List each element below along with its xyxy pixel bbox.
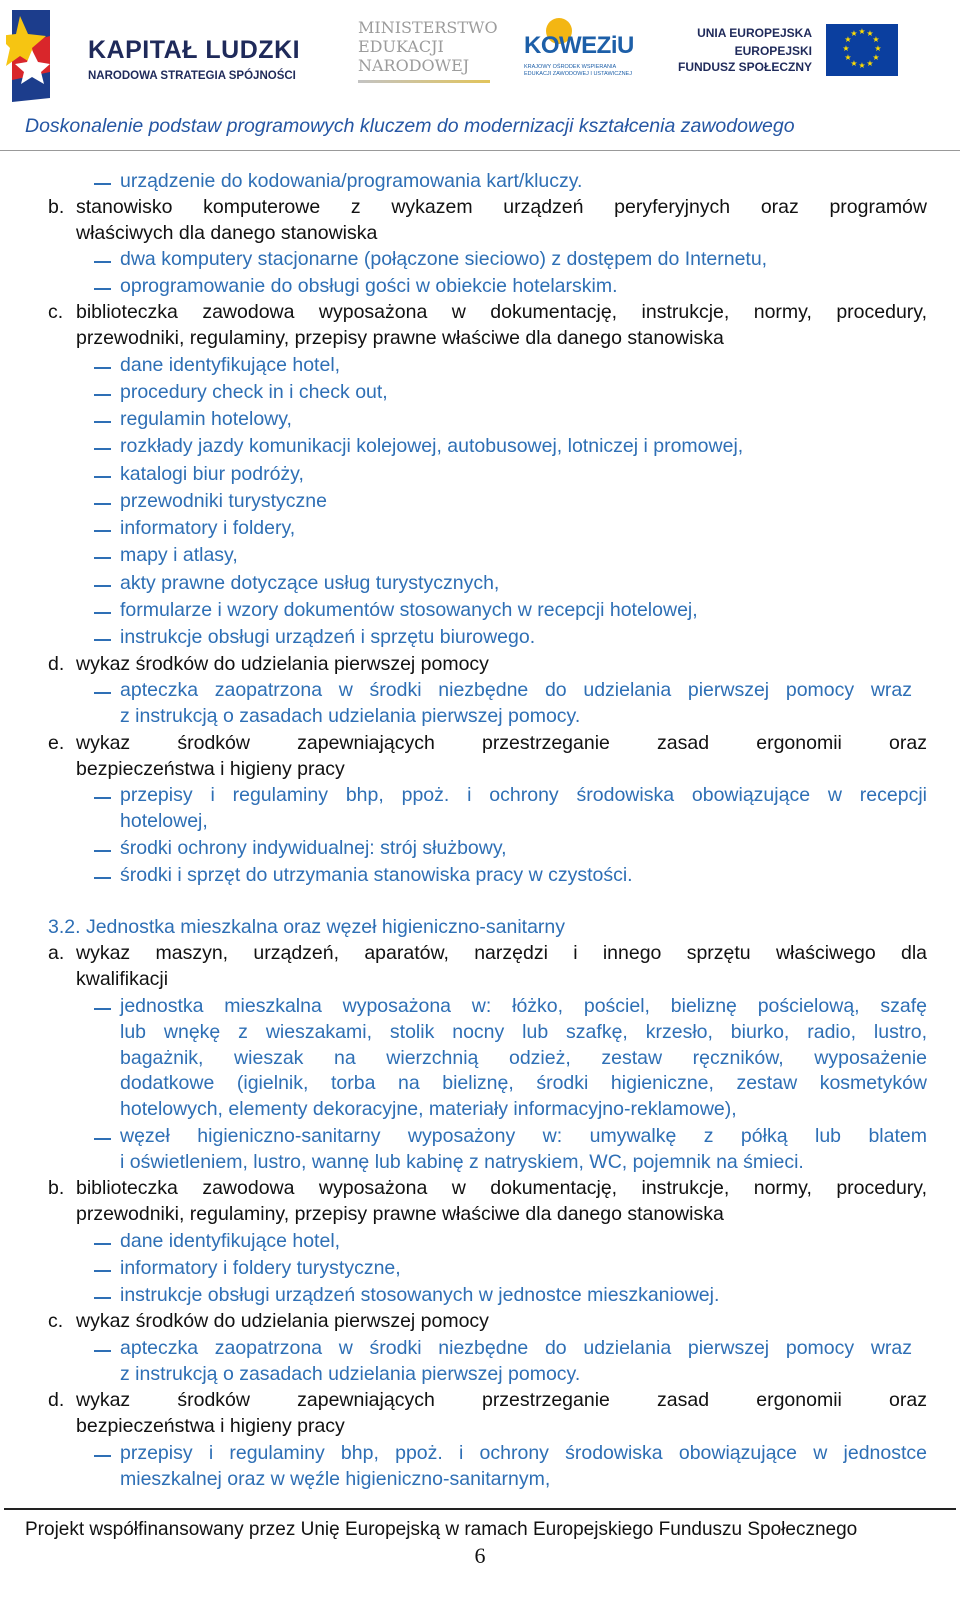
ministry-line-3: NARODOWEJ [358,56,470,75]
list-item-heading: biblioteczka zawodowa wyposażona w dokumentację, instrukcje, normy, procedury, [76,301,927,323]
bullet-item: jednostka mieszkalna wyposażona w: łóżko, pościel, bieliznę pościelową, szafę [120,995,927,1017]
svg-text:★: ★ [858,61,866,70]
list-item-heading-cont: przewodniki, regulaminy, przepisy prawne właściwe dla danego stanowiska [76,1203,724,1225]
bullet-dash [94,183,111,185]
koweziu-sub-line-2: EDUKACJI ZAWODOWEJ I USTAWICZNEJ [524,71,632,77]
list-item-heading: stanowisko komputerowe z wykazem urządzeń peryferyjnych oraz programów [76,196,927,218]
bullet-item: przewodniki turystyczne [120,490,327,512]
list-marker: e. [48,732,65,754]
footer-divider [4,1508,956,1510]
svg-text:★: ★ [858,27,866,36]
eu-line-2: EUROPEJSKI [734,44,812,58]
bullet-dash [94,612,111,614]
bullet-item: akty prawne dotyczące usług turystycznych, [120,572,500,594]
bullet-item: dane identyfikujące hotel, [120,354,341,376]
list-marker: c. [48,301,64,323]
list-item-heading: wykaz środków zapewniających przestrzeganie zasad ergonomii oraz [76,1389,927,1411]
bullet-item: apteczka zaopatrzona w środki niezbędne do udzielania pierwszej pomocy wraz [120,1337,912,1359]
bullet-item: informatory i foldery, [120,517,296,539]
bullet-dash [94,1138,111,1140]
list-marker: b. [48,196,65,218]
bullet-dash [94,261,111,263]
bullet-dash [94,1350,111,1352]
bullet-dash [94,557,111,559]
bullet-item: procedury check in i check out, [120,381,388,403]
ministry-line-2: EDUKACJI [358,37,444,56]
bullet-item: apteczka zaopatrzona w środki niezbędne do udzielania pierwszej pomocy wraz [120,679,912,701]
bullet-dash [94,1455,111,1457]
bullet-item-cont: hotelowych, elementy dekoracyjne, materiały informacyjno-reklamowe), [120,1098,737,1120]
bullet-dash [94,797,111,799]
bullet-dash [94,288,111,290]
kapital-ludzki-title: KAPITAŁ LUDZKI [88,36,301,64]
bullet-dash [94,850,111,852]
bullet-item-cont: i oświetleniem, lustro, wannę lub kabinę z natryskiem, WC, pojemnik na śmieci. [120,1151,804,1173]
bullet-dash [94,639,111,641]
bullet-dash [94,877,111,879]
bullet-item-cont: hotelowej, [120,810,208,832]
bullet-item-cont: z instrukcją o zasadach udzielania pierwszej pomocy. [120,1363,581,1385]
bullet-dash [94,692,111,694]
page-number: 6 [474,1543,486,1568]
bullet-item: węzeł higieniczno-sanitarny wyposażony w: umywalkę z półką lub blatem [120,1125,927,1147]
bullet-dash [94,1008,111,1010]
bullet-dash [94,1270,111,1272]
bullet-item: formularze i wzory dokumentów stosowanych w recepcji hotelowej, [120,599,698,621]
bullet-dash [94,530,111,532]
document-title: Doskonalenie podstaw programowych kluczem do modernizacji kształcenia zawodowego [25,115,795,137]
koweziu-title: KOWEZiU [524,32,634,59]
section-heading: 3.2. Jednostka mieszkalna oraz węzeł higieniczno-sanitarny [48,916,566,938]
svg-text:★: ★ [850,29,858,38]
bullet-item-cont: mieszkalnej oraz w węźle higieniczno-sanitarnym, [120,1468,551,1490]
bullet-dash [94,585,111,587]
list-item-heading-cont: kwalifikacji [76,968,169,990]
bullet-item: oprogramowanie do obsługi gości w obiekcie hotelarskim. [120,275,618,297]
bullet-item: dane identyfikujące hotel, [120,1230,341,1252]
bullet-item: przepisy i regulaminy bhp, ppoż. i ochrony środowiska obowiązujące w jednostce [120,1442,927,1464]
ministry-line-1: MINISTERSTWO [358,18,498,37]
svg-text:★: ★ [874,44,882,53]
bullet-item-cont: z instrukcją o zasadach udzielania pierwszej pomocy. [120,705,581,727]
list-item-heading-cont: bezpieczeństwa i higieny pracy [76,758,345,780]
list-marker: d. [48,1389,65,1411]
list-item-heading: wykaz środków do udzielania pierwszej pomocy [76,1310,489,1332]
list-item-heading-cont: właściwych dla danego stanowiska [76,222,378,244]
list-marker: c. [48,1310,64,1332]
bullet-item: urządzenie do kodowania/programowania kart/kluczy. [120,170,583,192]
bullet-item: dwa komputery stacjonarne (połączone sieciowo) z dostępem do Internetu, [120,248,768,270]
list-item-heading-cont: bezpieczeństwa i higieny pracy [76,1415,345,1437]
bullet-item: regulamin hotelowy, [120,408,292,430]
svg-text:★: ★ [850,59,858,68]
svg-text:★: ★ [842,44,850,53]
bullet-item: mapy i atlasy, [120,544,238,566]
bullet-dash [94,421,111,423]
bullet-dash [94,1243,111,1245]
bullet-item: przepisy i regulaminy bhp, ppoż. i ochrony środowiska obowiązujące w recepcji [120,784,927,806]
eu-line-1: UNIA EUROPEJSKA [697,26,812,40]
koweziu-sub-line-1: KRAJOWY OŚRODEK WSPIERANIA [524,64,617,70]
list-item-heading: wykaz środków do udzielania pierwszej pomocy [76,653,489,675]
footer-text: Projekt współfinansowany przez Unię Europejską w ramach Europejskiego Funduszu Społecznego [25,1519,858,1540]
eu-line-3: FUNDUSZ SPOŁECZNY [677,60,812,74]
svg-text:★: ★ [844,35,852,44]
bullet-item-cont: dodatkowe (igielnik, torba na bieliznę, środki higieniczne, zestaw kosmetyków [120,1072,927,1094]
list-marker: a. [48,942,65,964]
svg-text:★: ★ [872,35,880,44]
list-item-heading-cont: przewodniki, regulaminy, przepisy prawne właściwe dla danego stanowiska [76,327,724,349]
bullet-item: rozkłady jazdy komunikacji kolejowej, autobusowej, lotniczej i promowej, [120,435,744,457]
list-marker: d. [48,653,65,675]
svg-text:★: ★ [872,53,880,62]
bullet-item: instrukcje obsługi urządzeń i sprzętu biurowego. [120,626,536,648]
kapital-ludzki-subtitle: NARODOWA STRATEGIA SPÓJNOŚCI [88,70,296,82]
list-marker: b. [48,1177,65,1199]
bullet-item-cont: bagażnik, wieszak na wierzchnią odzież, zestaw ręczników, wyposażenie [120,1047,927,1069]
svg-text:★: ★ [844,53,852,62]
svg-text:★: ★ [866,59,874,68]
bullet-dash [94,367,111,369]
list-item-heading: wykaz środków zapewniających przestrzeganie zasad ergonomii oraz [76,732,927,754]
bullet-dash [94,448,111,450]
bullet-dash [94,1297,111,1299]
bullet-dash [94,394,111,396]
bullet-dash [94,476,111,478]
bullet-item: katalogi biur podróży, [120,463,304,485]
bullet-dash [94,503,111,505]
svg-text:★: ★ [866,29,874,38]
list-item-heading: biblioteczka zawodowa wyposażona w dokumentację, instrukcje, normy, procedury, [76,1177,927,1199]
list-item-heading: wykaz maszyn, urządzeń, aparatów, narzędzi i innego sprzętu właściwego dla [76,942,927,964]
bullet-item: środki i sprzęt do utrzymania stanowiska pracy w czystości. [120,864,633,886]
bullet-item: środki ochrony indywidualnej: strój służbowy, [120,837,507,859]
bullet-item: informatory i foldery turystyczne, [120,1257,401,1279]
bullet-item: instrukcje obsługi urządzeń stosowanych w jednostce mieszkaniowej. [120,1284,720,1306]
bullet-item-cont: lub wnękę z wieszakami, stolik nocny lub szafkę, krzesło, biurko, radio, lustro, [120,1021,927,1043]
